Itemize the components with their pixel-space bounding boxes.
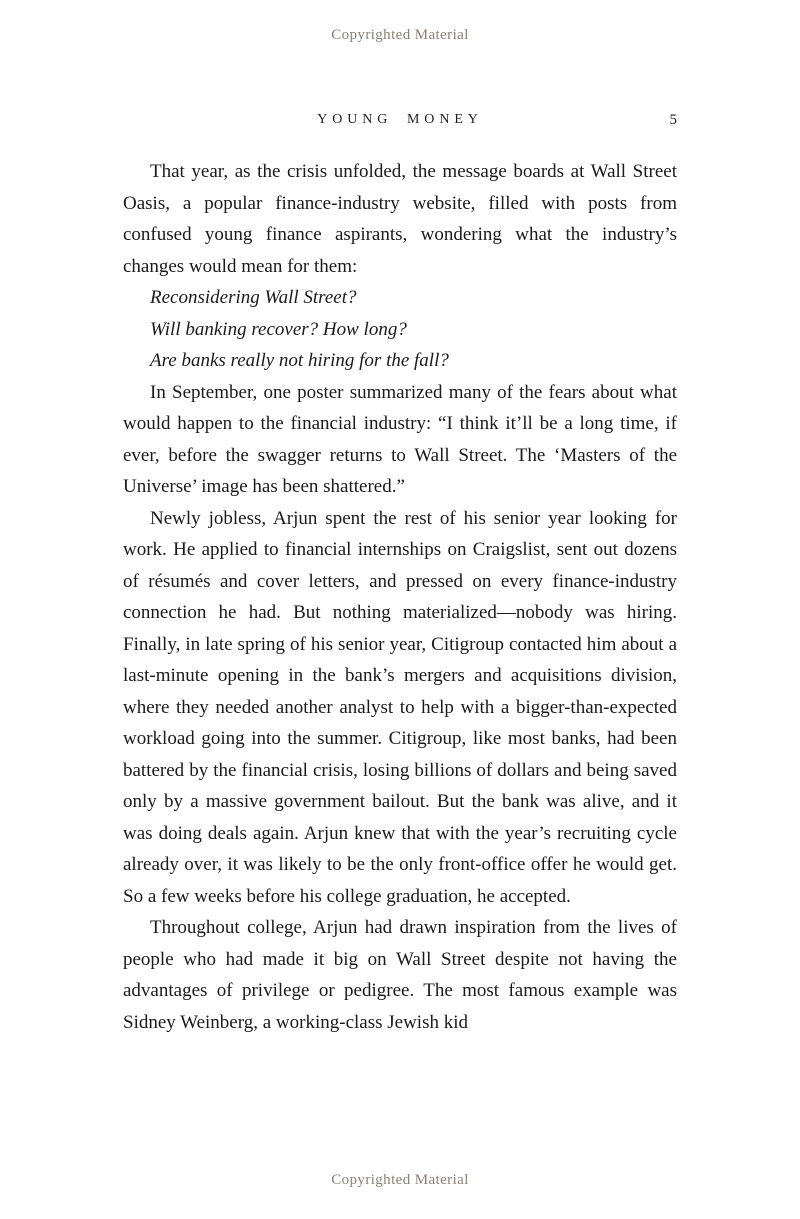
page-number: 5: [669, 112, 677, 128]
running-head-title: YOUNG MONEY: [317, 112, 483, 127]
paragraph-september-poster: In September, one poster summarized many of the fears about what would happen to the financial industry: “I think it’ll be a long time, if ever, before the swagger returns to Wall Street. The ‘Masters of the Universe’ image has been shattered.”: [123, 381, 677, 497]
page-header: [123, 112, 677, 134]
copyright-notice-top: Copyrighted Material: [331, 27, 469, 43]
paragraph-crisis-message-boards: That year, as the crisis unfolded, the message boards at Wall Street Oasis, a popular finance-industry website, filled with posts from confused young finance aspirants, wondering what the industry’s changes would mean for them:: [123, 161, 677, 277]
copyright-notice-bottom: Copyrighted Material: [331, 1172, 469, 1188]
page-content: [123, 112, 677, 1038]
body-text: [123, 156, 677, 1038]
forum-question-1: Reconsidering Wall Street?: [150, 287, 357, 308]
paragraph-arjun-job-search: Newly jobless, Arjun spent the rest of his senior year looking for work. He applied to financial internships on Craigslist, sent out dozens of résumés and cover letters, and pressed on every finance-industry connection he had. But nothing materialized—nobody was hiring. Finally, in late spring of his senior year, Citigroup contacted him about a last-minute opening in the bank’s mergers and acquisitions division, where they needed another analyst to help with a bigger-than-expected workload going into the summer. Citigroup, like most banks, had been battered by the financial crisis, losing billions of dollars and being saved only by a massive government bailout. But the bank was alive, and it was doing deals again. Arjun knew that with the year’s recruiting cycle already over, it was likely to be the only front-office offer he would get. So a few weeks before his college graduation, he accepted.: [123, 507, 677, 907]
forum-question-3: Are banks really not hiring for the fall?: [150, 350, 449, 371]
paragraph-throughout-college: Throughout college, Arjun had drawn inspiration from the lives of people who had made it big on Wall Street despite not having the advantages of privilege or pedigree. The most famous example was Sidney Weinberg, a working-class Jewish kid: [123, 917, 677, 1033]
forum-question-2: Will banking recover? How long?: [150, 318, 407, 340]
